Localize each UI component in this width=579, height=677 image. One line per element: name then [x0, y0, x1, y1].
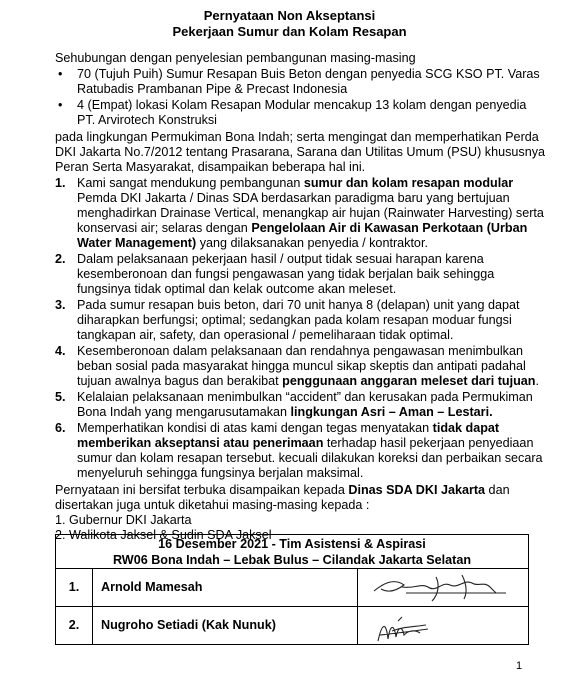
- signer-name: Nugroho Setiadi (Kak Nunuk): [93, 607, 358, 645]
- paragraph-line: pada lingkungan Permukiman Bona Indah; serta mengingat dan memperhatikan Perda: [55, 130, 539, 144]
- item-line: Dalam pelaksanaan pekerjaan hasil / output tidak sesuai harapan karena: [77, 252, 484, 266]
- item-line: kesemberonoan dan fungsi pengawasan yang tidak berjalan baik sehingga: [77, 267, 495, 281]
- item-line: Kami sangat mendukung pembangunan sumur dan kolam resapan modular: [77, 176, 514, 190]
- table-row: [56, 569, 529, 607]
- table-row: [56, 607, 529, 645]
- intro-text: Sehubungan dengan penyelesian pembangunan masing-masing: [55, 51, 416, 65]
- item-line: Kelalaian pelaksanaan menimbulkan “accident” dan kerusakan pada Permukiman: [77, 390, 533, 404]
- item-line: Pemda DKI Jakarta / Dinas SDA berdasarkan paradigma baru yang bertujuan: [77, 191, 510, 205]
- item-line: menghadirkan Drainase Vertical, menangkap air hujan (Rainwater Harvesting) serta: [77, 206, 544, 220]
- item-line: diharapkan berfungsi; optimal; sedangkan pada kolam resapan moduar fungsi: [77, 313, 512, 327]
- bullet-item-line: 70 (Tujuh Puih) Sumur Resapan Buis Beton dengan penyedia SCG KSO PT. Varas: [77, 67, 540, 81]
- item-line: menyeluruh sehingga fungsinya berjalan maksimal.: [77, 466, 364, 480]
- bullet-item-line: 4 (Empat) lokasi Kolam Resapan Modular mencakup 13 kolam dengan penyedia: [77, 98, 527, 112]
- item-line: Pada sumur resapan buis beton, dari 70 unit hanya 8 (delapan) unit yang dapat: [77, 298, 520, 312]
- item-number: 4.: [55, 344, 66, 358]
- closing-line: Pernyataan ini bersifat terbuka disampaikan kepada Dinas SDA DKI Jakarta dan: [55, 483, 510, 497]
- page-number: 1: [516, 660, 523, 672]
- document-title: Pernyataan Non Akseptansi: [203, 8, 376, 23]
- item-line: Water Management) yang dilaksanakan penyedia / kontraktor.: [77, 236, 428, 250]
- closing-line: disertakan juga untuk diketahui masing-masing kepada :: [55, 498, 370, 512]
- signature-cell: [358, 569, 529, 607]
- item-number: 6.: [55, 421, 66, 435]
- item-line: tujuan awalnya bagus dan berakibat penggunaan anggaran meleset dari tujuan.: [77, 374, 539, 388]
- recipient-item: 1. Gubernur DKI Jakarta: [55, 513, 192, 527]
- item-number: 1.: [55, 176, 66, 190]
- item-number: 3.: [55, 298, 66, 312]
- recipient-item: 2. Walikota Jaksel & Sudin SDA Jaksel: [55, 528, 272, 542]
- bullet-item-line: Ratubadis Prambanan Pipe & Precast Indonesia: [77, 82, 348, 96]
- signature-table-header: [56, 535, 529, 569]
- item-line: sumur dan kolam resapan tersebut. kecuali dilakukan koreksi dan perbaikan secara: [77, 451, 543, 465]
- item-number: 5.: [55, 390, 66, 404]
- item-number: 2.: [55, 252, 66, 266]
- header-date-line: 16 Desember 2021 - Tim Asistensi & Aspirasi: [158, 536, 426, 551]
- document-subtitle: Pekerjaan Sumur dan Kolam Resapan: [172, 24, 407, 39]
- row-number: 1.: [56, 569, 93, 607]
- item-line: konservasi air; selaras dengan Pengelolaan Air di Kawasan Perkotaan (Urban: [77, 221, 528, 235]
- paragraph-line: DKI Jakarta No.7/2012 tentang Prasarana, Sarana dan Utilitas Umum (PSU) khususnya: [55, 145, 546, 159]
- handwritten-signature: [368, 613, 518, 647]
- item-line: memberikan akseptansi atau penerimaan terhadap hasil pekerjaan penyediaan: [77, 436, 534, 450]
- row-number: 2.: [56, 607, 93, 645]
- paragraph-line: Peran Serta Masyarakat, disampaikan beberapa hal ini.: [55, 160, 366, 174]
- signature-table: [55, 534, 529, 645]
- signer-name: Arnold Mamesah: [93, 569, 358, 607]
- header-location-line: RW06 Bona Indah – Lebak Bulus – Cilandak Jakarta Selatan: [112, 552, 472, 567]
- item-line: Memperhatikan kondisi di atas kami dengan tegas menyatakan tidak dapat: [77, 421, 500, 435]
- bullet-marker: •: [58, 67, 63, 81]
- item-line: fungsinya tidak optimal dan kelak outcome akan meleset.: [77, 282, 397, 296]
- bullet-item-line: PT. Arvirotech Konstruksi: [77, 113, 217, 127]
- item-line: tangkapan air, safety, dan operasional / pemeliharaan tidak optimal.: [77, 328, 454, 342]
- bullet-marker: •: [58, 98, 63, 112]
- handwritten-signature: [366, 571, 516, 605]
- item-line: Kesemberonoan dalam pelaksanaan dan rendahnya pengawasan menimbulkan: [77, 344, 523, 358]
- signature-cell: [358, 607, 529, 645]
- item-line: Bona Indah yang mengarusutamakan lingkungan Asri – Aman – Lestari.: [77, 405, 493, 419]
- item-line: beban sosial pada masyarakat hingga muncul sikap skeptis dan antipati padahal: [77, 359, 526, 373]
